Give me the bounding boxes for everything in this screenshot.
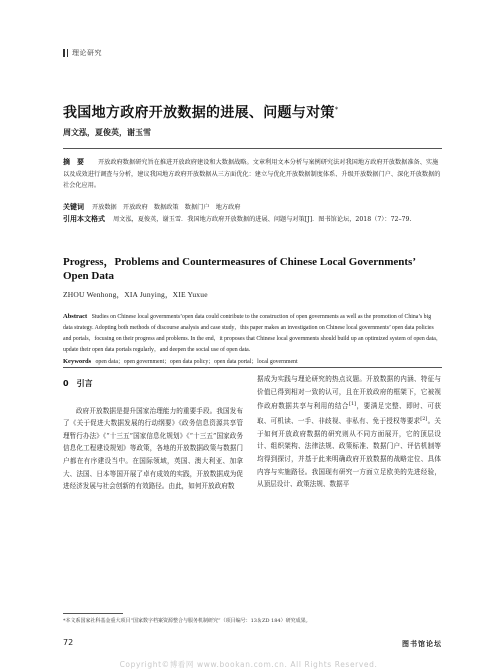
authors-cn: 周文泓，夏俊英，谢玉雪 — [63, 128, 151, 137]
footnote-divider — [63, 613, 123, 614]
abstract-text: 开放政府数据研究旨在推进开放政府建设和大数据战略。文章利用文本分析与案例研究法对我国地方政府开放数据准备、实施以及成效进行调查与分析，建议我国地方政府开放数据从三方面优化：建立与优化开放数据制度体系、升级开放数据门户、深化开放数据的社会化应用。 — [63, 159, 441, 189]
citation-cn — [63, 214, 442, 226]
keywords-label: 关键词 — [63, 203, 84, 211]
divider-body — [63, 367, 442, 368]
footnote: *本文系国家社科基金重大项目“国家数字档案资源整合与服务机制研究”（项目编号：13＆ZD 184）研究成果。 — [63, 618, 311, 624]
abstract-en — [63, 311, 442, 368]
citation-text: 周文泓，夏俊英，谢玉雪．我国地方政府开放数据的进展、问题与对策[J]．图书馆论坛，2018（7）：72–79. — [113, 216, 412, 223]
copyright-watermark: Copyright©博看网 www.bookan.com.cn. All Rights Reserved. — [119, 660, 378, 669]
section-bar-icon — [63, 49, 65, 57]
section-label: 理论研究 — [72, 49, 102, 57]
abstract-en-label: Abstract — [63, 313, 88, 320]
keywords-en-text: open data；open government；open data policy；open data portal；local government — [95, 359, 298, 365]
citation-ref: [1] — [349, 401, 357, 408]
citation-ref: [2] — [420, 415, 428, 422]
article-title-cn: 我国地方政府开放数据的进展、问题与对策* — [63, 105, 339, 121]
authors-en: ZHOU Wenhong，XIA Junying，XIE Yuxue — [63, 290, 208, 299]
article-title-en: Progress，Problems and Countermeasures of Chinese Local Governments’ Open Data — [63, 256, 416, 282]
abstract-label: 摘 要 — [63, 158, 84, 166]
title-footnote-mark: * — [334, 105, 339, 114]
body-paragraph: 政府开放数据是提升国家治理能力的重要手段。我国发布了《关于促进大数据发展的行动纲要》《政务信息资源共享管理暂行办法》《“十三五”国家信息化规划》《“十三五”国家政务信息化工程建设规划》等政策，各地的开放数据政策与数据门户都在有序建设当中。在国际领域，英国、澳大利亚、加拿大、法国、日本等国开展了卓有成效的实践，开放数据成为促进经济发展与社会创新的有效路径。由此，如何开放政府数 — [63, 406, 243, 491]
keywords-en-label: Keywords — [63, 358, 92, 365]
section-tag — [63, 48, 102, 58]
body-column-left — [63, 378, 243, 493]
keywords-cn — [63, 202, 442, 214]
citation-label: 引用本文格式 — [63, 215, 105, 223]
abstract-cn — [63, 157, 442, 192]
body-paragraph: 据成为实践与理论研究的热点议题。开放数据的内涵、特征与价值已得到相对一致的认可，且在开放政府的框架下，它被视作政府数据共享与利用的结合[1]，要满足完整、即时、可获取、可机读、一手、非歧视、非私有、免于授权等要求[2]。关于如何开放政府数据的研究则从不同方面展开，它的顶层设计、组织架构、法律法规、政策标准、数据门户、评估机制等均得到探讨，并基于此来明确政府开放数据的战略定位、具体内容与实施路径。我国现有研究一方面立足欧美的先进经验，从顶层设计、政策法规、数据平 — [257, 375, 442, 489]
abstract-en-paragraph — [63, 311, 442, 356]
section-heading: 0 引言 — [63, 379, 93, 388]
page-number: 72 — [63, 638, 74, 647]
abstract-en-text: Studies on Chinese local governments’open data could contribute to the construction of open governments as well as the promotion of China’s big data strategy. Adopting both methods of discourse analysis and case study，this paper makes an investigation on Chinese local governments’ open data policies and portals，focusing on their progress and problems. In the end，it proposes that Chinese local governments should build up an optimized system of open data，update their open data portals regularly，and deepen the social use of open data. — [63, 314, 442, 353]
journal-name: 图书馆论坛 — [402, 639, 442, 648]
section-bar-icon — [67, 49, 69, 57]
divider-top — [63, 148, 442, 149]
body-column-right — [257, 373, 441, 491]
keywords-text: 开放数据 开放政府 数据政策 数据门户 地方政府 — [92, 204, 241, 211]
